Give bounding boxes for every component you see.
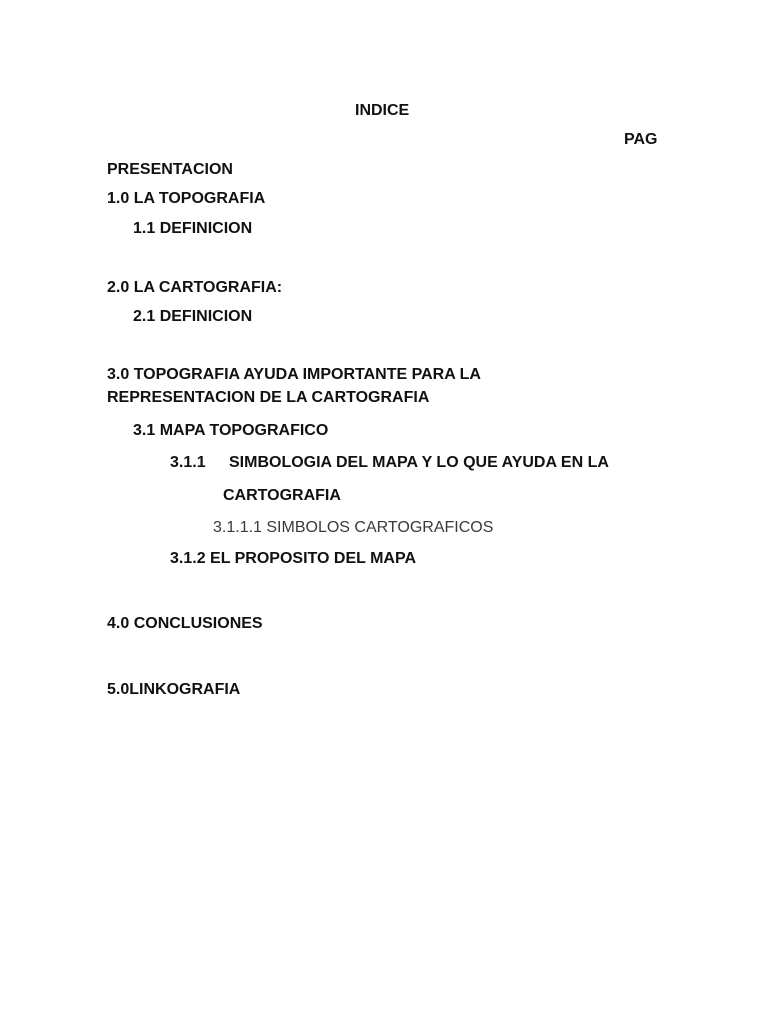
toc-entry-4-0: 4.0 CONCLUSIONES <box>107 615 263 632</box>
toc-entry-5-0: 5.0LINKOGRAFIA <box>107 681 241 698</box>
toc-entry-presentacion: PRESENTACION <box>107 161 233 178</box>
toc-entry-3-1: 3.1 MAPA TOPOGRAFICO <box>133 422 329 439</box>
toc-entry-3-0-line1: 3.0 TOPOGRAFIA AYUDA IMPORTANTE PARA LA <box>107 366 481 383</box>
toc-entry-3-1-1-1: 3.1.1.1 SIMBOLOS CARTOGRAFICOS <box>213 519 494 536</box>
toc-entry-2-1: 2.1 DEFINICION <box>133 308 253 325</box>
toc-entry-3-0-line2: REPRESENTACION DE LA CARTOGRAFIA <box>107 389 430 406</box>
toc-entry-3-1-2: 3.1.2 EL PROPOSITO DEL MAPA <box>170 550 416 567</box>
toc-entry-3-1-1-title-cont: CARTOGRAFIA <box>223 487 341 504</box>
index-title: INDICE <box>355 102 410 119</box>
toc-entry-3-1-1-title: SIMBOLOGIA DEL MAPA Y LO QUE AYUDA EN LA <box>229 454 609 471</box>
page-column-header: PAG <box>624 131 658 148</box>
toc-entry-1-1: 1.1 DEFINICION <box>133 220 253 237</box>
toc-entry-1-0: 1.0 LA TOPOGRAFIA <box>107 190 266 207</box>
toc-entry-2-0: 2.0 LA CARTOGRAFIA: <box>107 279 283 296</box>
toc-entry-3-1-1-number: 3.1.1 <box>170 454 206 471</box>
